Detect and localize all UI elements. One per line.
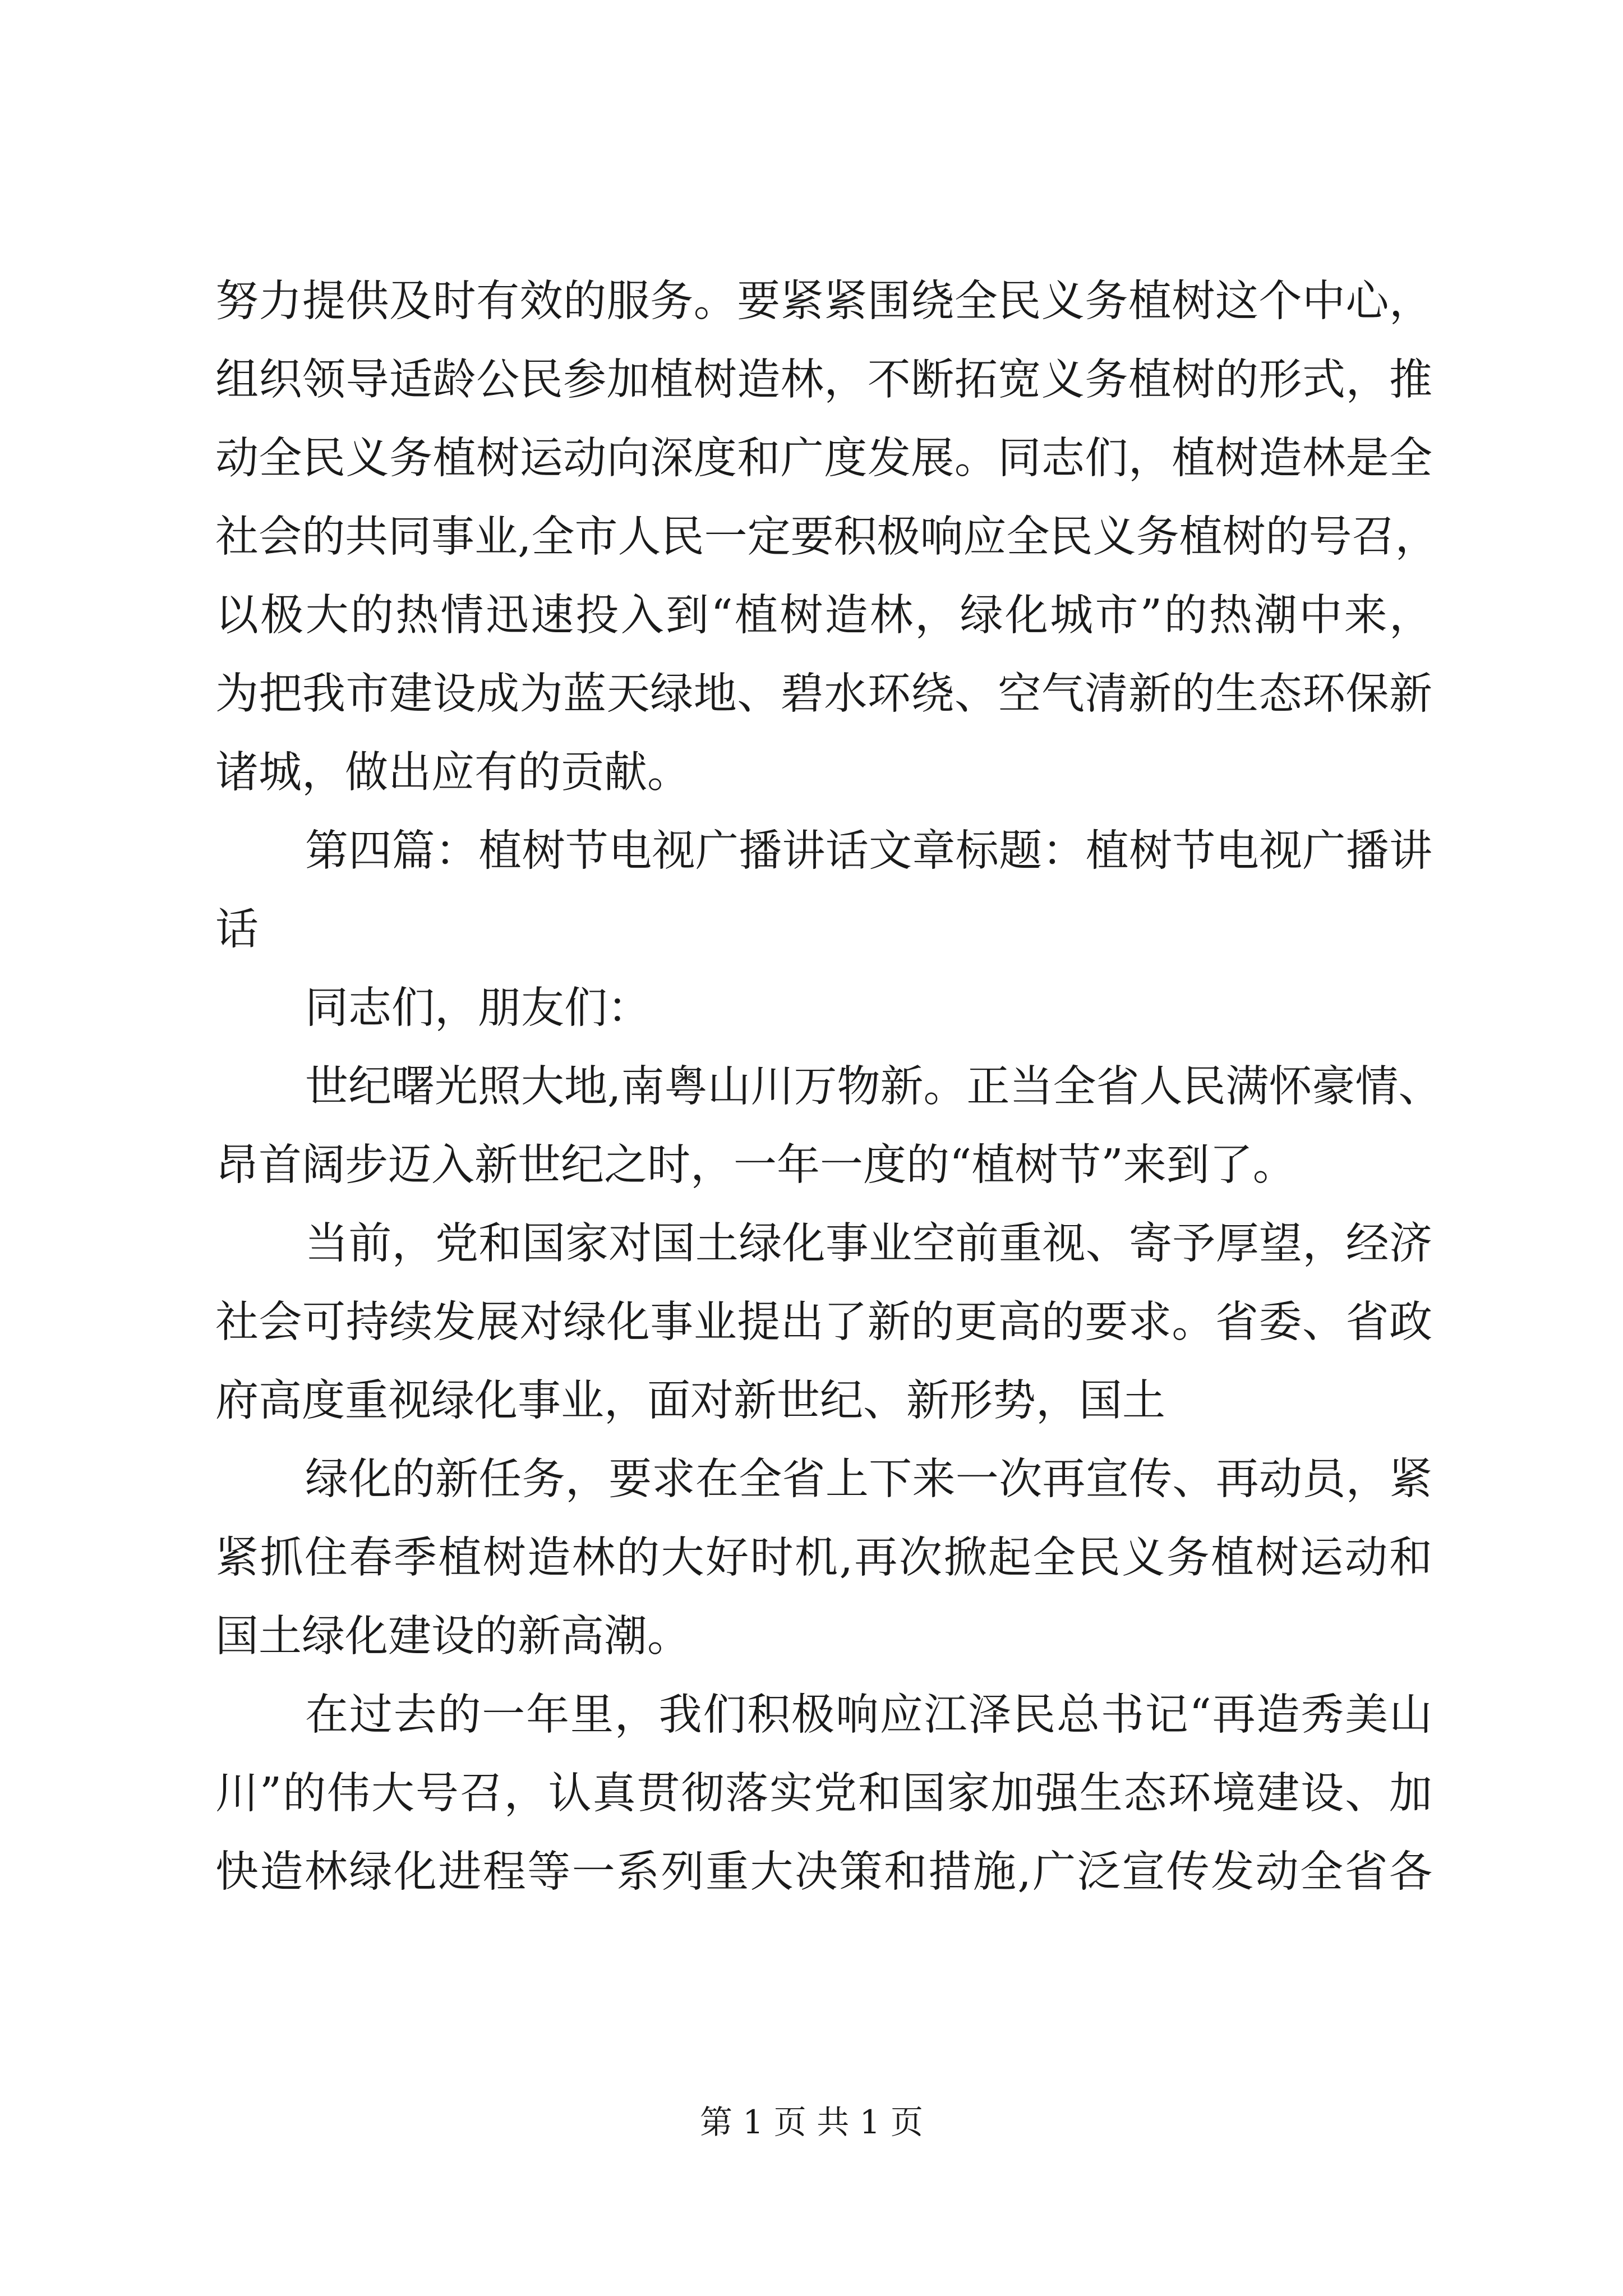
section-heading-line: 话 [215,905,259,955]
text-line: 努力提供及时有效的服务。要紧紧围绕全民义务植树这个中心， [215,277,1432,326]
text-line: 组织领导适龄公民参加植树造林，不断拓宽义务植树的形式，推 [215,355,1432,405]
text-line: 紧抓住春季植树造林的大好时机,再次掀起全民义务植树运动和 [215,1533,1432,1583]
text-line: 绿化的新任务，要求在全省上下来一次再宣传、再动员，紧 [305,1455,1432,1504]
text-line: 以极大的热情迅速投入到“植树造林，绿化城市”的热潮中来， [215,591,1432,641]
text-line: 昂首阔步迈入新世纪之时，一年一度的“植树节”来到了。 [215,1140,1296,1190]
text-line: 快造林绿化进程等一系列重大决策和措施,广泛宣传发动全省各 [215,1847,1432,1897]
text-line: 国土绿化建设的新高潮。 [215,1612,690,1662]
text-line: 诸城，做出应有的贡献。 [215,748,690,798]
text-line: 川”的伟大号召，认真贯彻落实党和国家加强生态环境建设、加 [215,1769,1432,1819]
text-line: 为把我市建设成为蓝天绿地、碧水环绕、空气清新的生态环保新 [215,669,1432,719]
text-line: 在过去的一年里，我们积极响应江泽民总书记“再造秀美山 [305,1690,1432,1740]
text-line: 府高度重视绿化事业，面对新世纪、新形势，国土 [215,1376,1165,1426]
section-heading-line: 第四篇：植树节电视广播讲话文章标题：植树节电视广播讲 [305,826,1432,876]
salutation-line: 同志们，朋友们： [305,983,651,1033]
text-line: 世纪曙光照大地,南粤山川万物新。正当全省人民满怀豪情、 [305,1062,1442,1112]
page-number-footer: 第 1 页 共 1 页 [700,2103,923,2141]
text-line: 社会可持续发展对绿化事业提出了新的更高的要求。省委、省政 [215,1297,1432,1347]
text-line: 当前，党和国家对国土绿化事业空前重视、寄予厚望，经济 [305,1219,1432,1269]
text-line: 社会的共同事业,全市人民一定要积极响应全民义务植树的号召， [215,512,1438,562]
text-line: 动全民义务植树运动向深度和广度发展。同志们，植树造林是全 [215,434,1432,484]
